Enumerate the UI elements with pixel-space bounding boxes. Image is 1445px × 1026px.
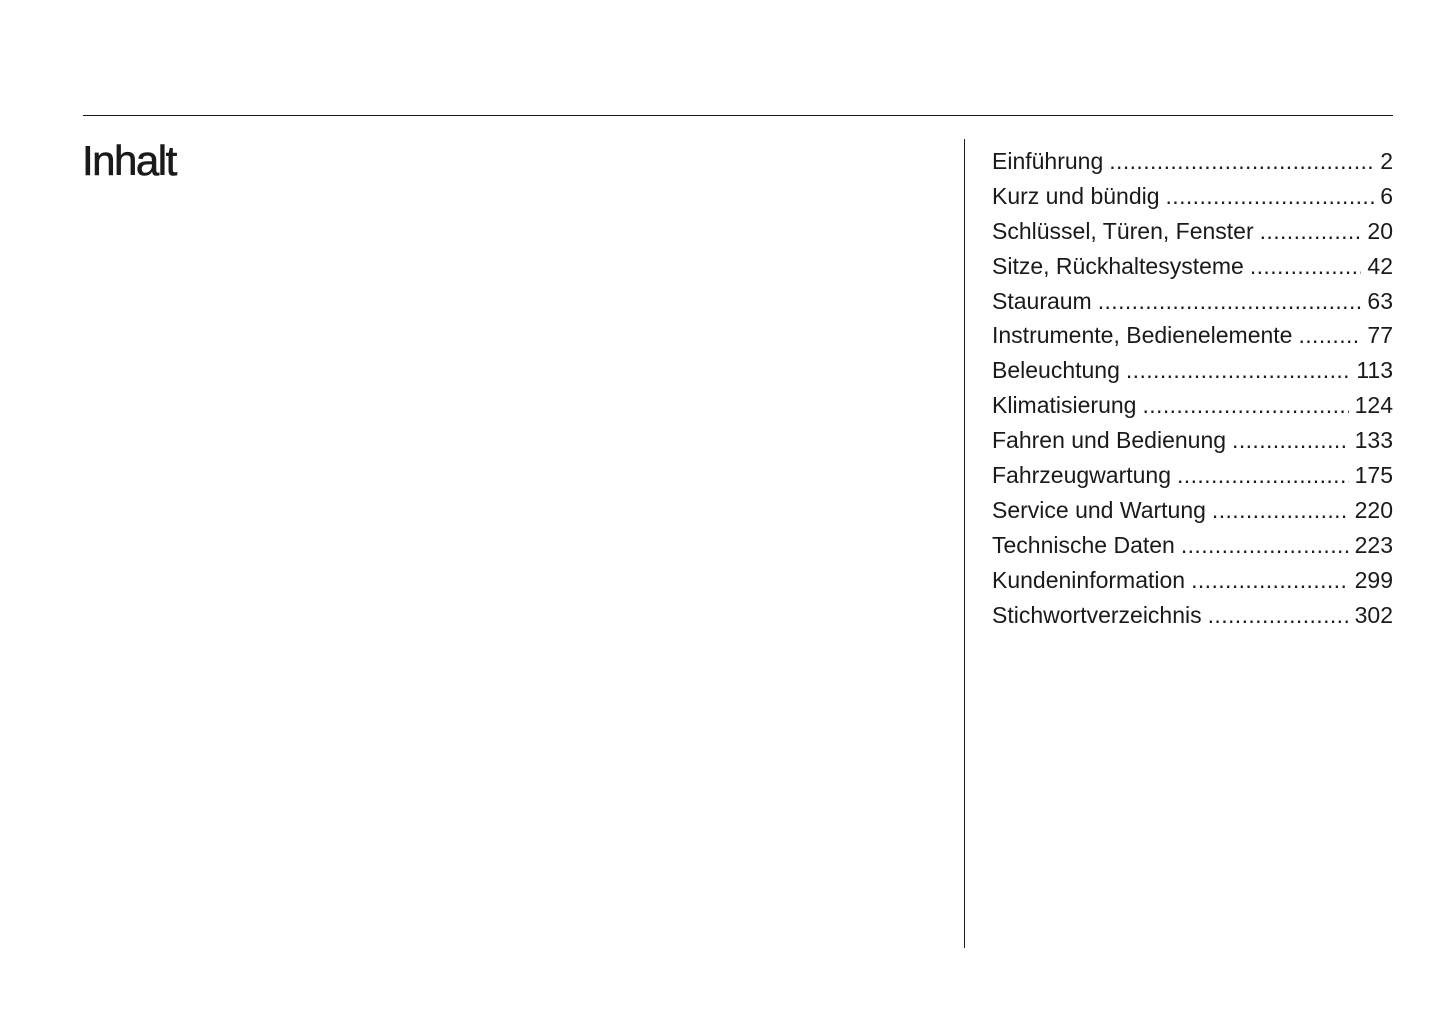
toc-entry-label: Instrumente, Bedienelemente [992, 322, 1293, 349]
toc-entry-label: Kurz und bündig [992, 182, 1160, 209]
toc-entry-label: Fahrzeugwartung [992, 462, 1171, 489]
header-rule [83, 115, 1393, 116]
toc-entry-page: 175 [1354, 462, 1393, 489]
toc-entry-page: 42 [1367, 252, 1393, 279]
toc-entry-page: 2 [1380, 148, 1393, 174]
toc-entry-page: 220 [1354, 496, 1393, 523]
toc-dot-leader [1298, 318, 1361, 353]
toc-entry-label: Schlüssel, Türen, Fenster [992, 217, 1254, 244]
column-divider [964, 139, 965, 948]
toc-entry-page: 302 [1354, 601, 1393, 628]
toc-entry-sitze-rueckhaltesysteme[interactable] [992, 249, 1393, 284]
toc-entry-klimatisierung[interactable] [992, 388, 1393, 423]
toc-entry-beleuchtung[interactable] [992, 353, 1393, 388]
toc-entry-fahren-und-bedienung[interactable] [992, 423, 1393, 458]
toc-entry-kundeninformation[interactable] [992, 563, 1393, 598]
toc-entry-kurz-und-buendig[interactable] [992, 179, 1393, 214]
toc-entry-fahrzeugwartung[interactable] [992, 458, 1393, 493]
toc-entry-page: 223 [1354, 531, 1393, 558]
toc-dot-leader [1181, 528, 1349, 563]
toc-entry-page: 124 [1354, 392, 1393, 419]
toc-entry-label: Service und Wartung [992, 496, 1206, 523]
toc-dot-leader [1177, 458, 1349, 493]
toc-entry-label: Fahren und Bedienung [992, 427, 1227, 454]
toc-dot-leader [1109, 144, 1374, 179]
toc-dot-leader [1250, 249, 1362, 284]
toc-entry-technische-daten[interactable] [992, 528, 1393, 563]
toc-dot-leader [1260, 214, 1362, 249]
toc-dot-leader [1191, 563, 1349, 598]
table-of-contents [992, 144, 1393, 632]
toc-entry-page: 133 [1354, 427, 1393, 454]
toc-dot-leader [1212, 493, 1349, 528]
toc-entry-stauraum[interactable] [992, 284, 1393, 319]
toc-entry-label: Sitze, Rückhaltesysteme [992, 252, 1244, 279]
toc-entry-label: Technische Daten [992, 531, 1175, 558]
toc-entry-page: 113 [1356, 357, 1393, 384]
toc-entry-stichwortverzeichnis[interactable] [992, 598, 1393, 633]
toc-entry-page: 6 [1380, 182, 1393, 209]
page-title: Inhalt [82, 137, 176, 184]
toc-dot-leader [1126, 353, 1350, 388]
toc-entry-page: 63 [1367, 287, 1393, 314]
toc-entry-einfuehrung[interactable] [992, 144, 1393, 179]
toc-dot-leader [1232, 423, 1349, 458]
toc-entry-label: Klimatisierung [992, 392, 1137, 419]
toc-entry-label: Stichwortverzeichnis [992, 601, 1202, 628]
toc-entry-label: Stauraum [992, 287, 1092, 314]
toc-entry-page: 77 [1367, 322, 1393, 349]
toc-entry-page: 20 [1367, 217, 1393, 244]
toc-entry-instrumente-bedienelemente[interactable] [992, 318, 1393, 353]
toc-entry-label: Kundeninformation [992, 566, 1186, 593]
toc-dot-leader [1166, 179, 1375, 214]
toc-dot-leader [1142, 388, 1348, 423]
toc-entry-schluessel-tueren-fenster[interactable] [992, 214, 1393, 249]
toc-dot-leader [1098, 284, 1362, 319]
toc-dot-leader [1208, 598, 1349, 633]
toc-entry-label: Beleuchtung [992, 357, 1120, 384]
toc-entry-page: 299 [1354, 566, 1393, 593]
toc-entry-service-und-wartung[interactable] [992, 493, 1393, 528]
toc-entry-label: Einführung [992, 148, 1104, 174]
